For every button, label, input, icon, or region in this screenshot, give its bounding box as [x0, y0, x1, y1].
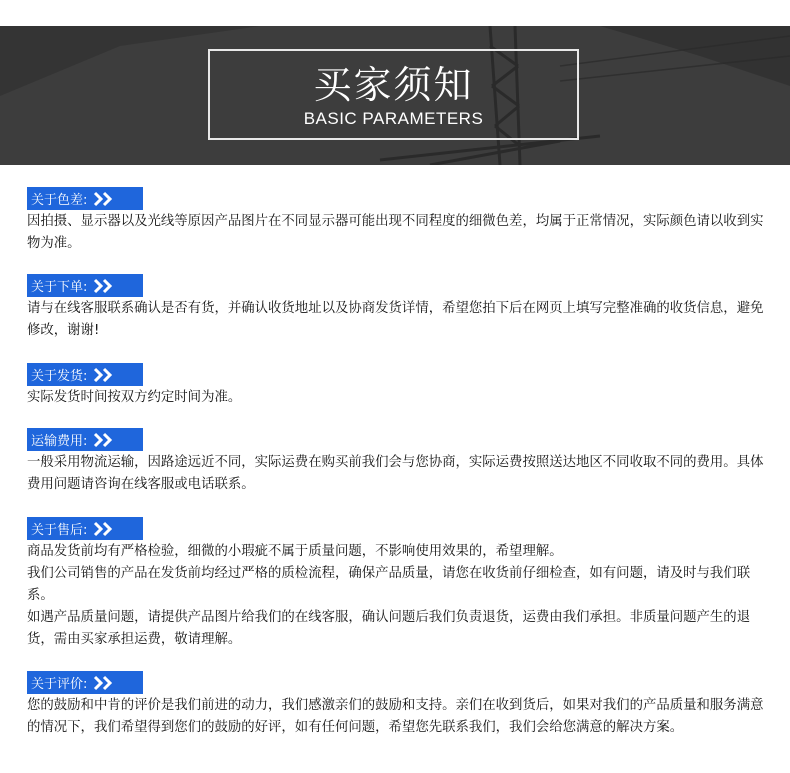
double-chevron-right-icon	[93, 367, 115, 383]
section-body	[27, 211, 767, 255]
section-after-sales	[27, 517, 767, 651]
section-paragraph: 因拍摄、显示器以及光线等原因产品图片在不同显示器可能出现不同程度的细微色差，均属于正常情况，实际颜色请以收到实物为准。	[27, 214, 764, 251]
section-tag-label: 关于色差:	[31, 193, 88, 208]
section-body	[27, 298, 767, 342]
section-paragraph: 我们公司销售的产品在发货前均经过严格的质检流程，确保产品质量，请您在收货前仔细检查，如有问题，请及时与我们联系。	[27, 566, 751, 603]
section-paragraph: 一般采用物流运输，因路途远近不同，实际运费在购买前我们会与您协商，实际运费按照送达地区不同收取不同的费用。具体费用问题请咨询在线客服或电话联系。	[27, 455, 764, 492]
section-tag-label: 关于售后:	[31, 523, 88, 538]
section-body	[27, 452, 767, 496]
section-tag-label: 关于评价:	[31, 677, 88, 692]
section-body	[27, 387, 767, 409]
section-color-difference	[27, 187, 767, 255]
double-chevron-right-icon	[93, 521, 115, 537]
section-tag-label: 运输费用:	[31, 434, 88, 449]
section-body	[27, 695, 767, 739]
section-paragraph: 您的鼓励和中肯的评价是我们前进的动力，我们感激亲们的鼓励和支持。亲们在收到货后，如果对我们的产品质量和服务满意的情况下，我们希望得到您们的鼓励的好评，如有任何问题，希望您先联系我们，我们会给您满意的解决方案。	[27, 698, 764, 735]
double-chevron-right-icon	[93, 675, 115, 691]
section-paragraph: 实际发货时间按双方约定时间为准。	[27, 390, 242, 405]
section-tag	[27, 517, 143, 540]
header-banner	[0, 26, 790, 165]
double-chevron-right-icon	[93, 278, 115, 294]
section-tag	[27, 671, 143, 694]
section-ordering	[27, 274, 767, 342]
banner-title-box	[208, 49, 579, 140]
section-tag-label: 关于下单:	[31, 280, 88, 295]
banner-subtitle: BASIC PARAMETERS	[303, 109, 484, 128]
section-paragraph: 请与在线客服联系确认是否有货，并确认收货地址以及协商发货详情，希望您拍下后在网页上填写完整准确的收货信息，避免修改，谢谢!	[27, 301, 764, 338]
section-tag	[27, 274, 143, 297]
section-freight	[27, 428, 767, 496]
top-spacer	[0, 0, 790, 26]
section-tag-label: 关于发货:	[31, 369, 88, 384]
double-chevron-right-icon	[93, 432, 115, 448]
section-tag	[27, 187, 143, 210]
section-shipping	[27, 363, 767, 409]
section-tag	[27, 363, 143, 386]
banner-title: 买家须知	[313, 63, 474, 107]
section-body	[27, 541, 767, 651]
section-reviews	[27, 671, 767, 739]
section-paragraph: 商品发货前均有严格检验，细微的小瑕疵不属于质量问题，不影响使用效果的，希望理解。	[27, 544, 563, 559]
double-chevron-right-icon	[93, 191, 115, 207]
section-tag	[27, 428, 143, 451]
section-paragraph: 如遇产品质量问题，请提供产品图片给我们的在线客服，确认问题后我们负责退货，运费由我们承担。非质量问题产生的退货，需由买家承担运费，敬请理解。	[27, 610, 751, 647]
